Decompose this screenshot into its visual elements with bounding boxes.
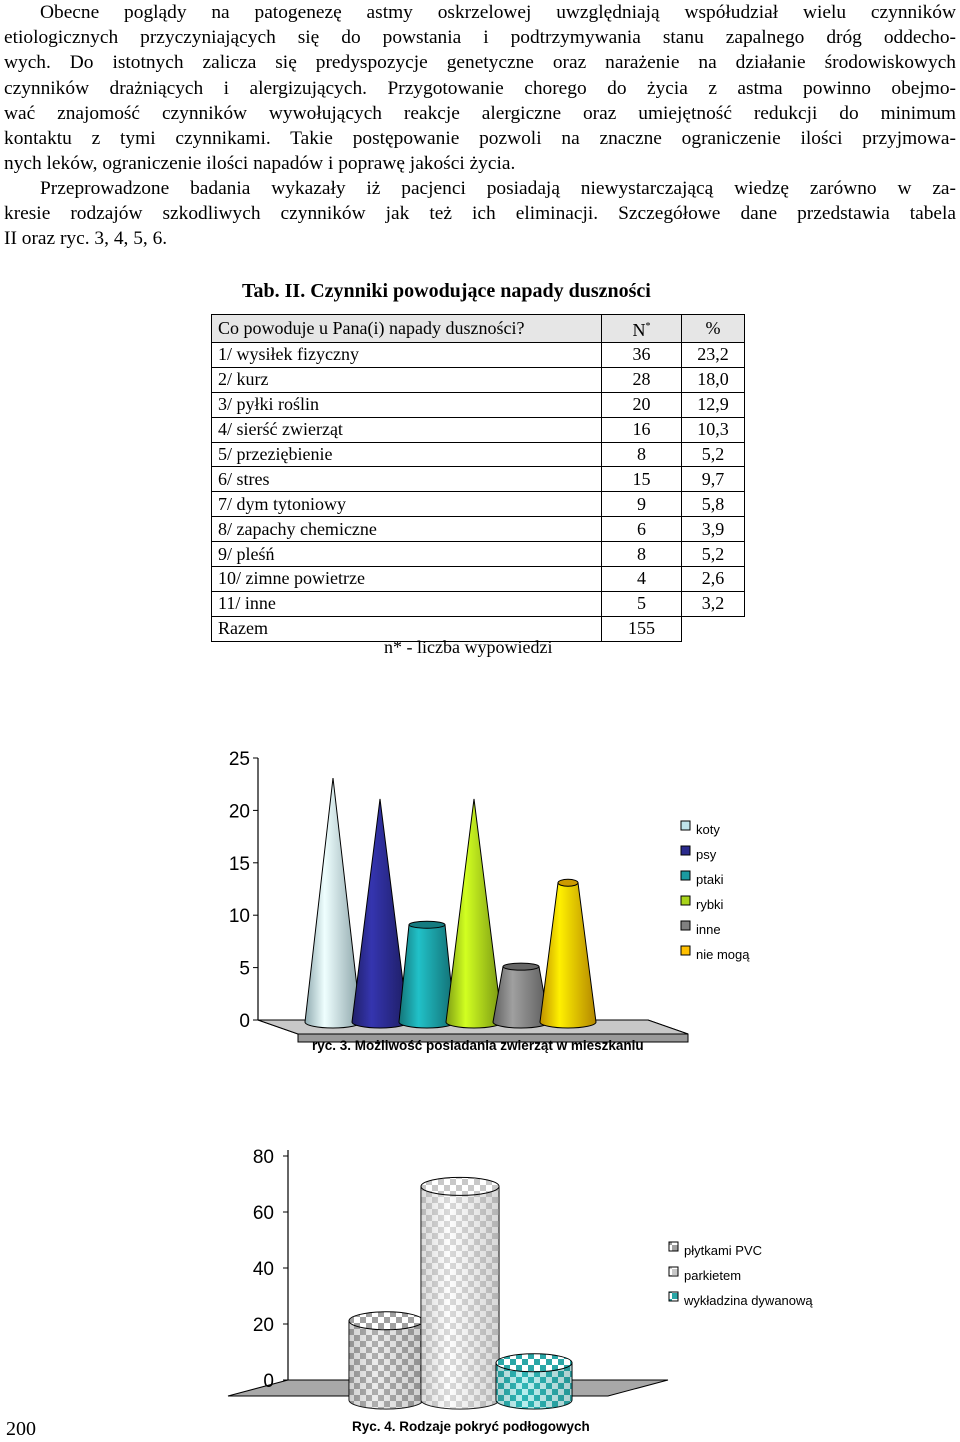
- results-paragraph: [4, 176, 956, 252]
- table-cell-label: 9/ pleśń: [212, 542, 602, 567]
- table-header-n-label: N: [632, 320, 646, 340]
- bar-psy: [352, 799, 408, 1028]
- table-row: [212, 492, 745, 517]
- table-cell-pct: 12,9: [682, 392, 745, 417]
- table-header-n-sup: *: [645, 321, 651, 332]
- table-cell-label: 2/ kurz: [212, 367, 602, 392]
- paragraph-line: kresie rodzajów szkodliwych czynników jak też ich eliminacji. Szczegółowe dane przedstawia tabela: [4, 203, 956, 225]
- table-cell-pct: 3,2: [682, 591, 745, 616]
- paragraph-line: wych. Do istotnych zalicza się predyspozycje genetyczne oraz narażenie na działanie środowiskowych: [4, 52, 956, 74]
- paragraph-line: II oraz ryc. 3, 4, 5, 6.: [4, 228, 168, 250]
- table-row: [212, 343, 745, 368]
- legend-swatch: [669, 1267, 678, 1276]
- table-cell-pct: [682, 616, 745, 641]
- table-cell-n: 155: [602, 616, 682, 641]
- y-tick-label: 5: [239, 958, 250, 980]
- chart-pets: [0, 740, 960, 1070]
- paragraph-line: wać znajomość czynników wywołujących reakcje alergiczne oraz umiejętność redukcji do minimum: [4, 102, 956, 124]
- table-cell-n: 8: [602, 542, 682, 567]
- table-row: [212, 417, 745, 442]
- table-cell-label: 6/ stres: [212, 467, 602, 492]
- table-header-row: [212, 315, 745, 343]
- table-row: [212, 367, 745, 392]
- paragraph-line: kontaktu z tymi czynnikami. Takie postępowanie pozwoli na znaczne ograniczenie ilości przyjmowa-: [4, 127, 956, 149]
- y-tick-label: 25: [228, 749, 250, 770]
- legend-swatch: [681, 946, 690, 955]
- bar-koty: [305, 778, 361, 1028]
- legend-label: nie mogą: [696, 947, 750, 962]
- legend-swatch: [669, 1242, 678, 1251]
- chart-title: ryc. 3. Możliwość posiadania zwierząt w mieszkaniu: [312, 1038, 644, 1053]
- legend-swatch: [681, 871, 690, 880]
- table-cell-pct: 10,3: [682, 417, 745, 442]
- table-cell-pct: 18,0: [682, 367, 745, 392]
- table-cell-pct: 5,8: [682, 492, 745, 517]
- legend-label: płytkami PVC: [684, 1243, 763, 1258]
- legend-label: inne: [696, 922, 721, 937]
- table-cell-n: 36: [602, 343, 682, 368]
- table-cell-n: 8: [602, 442, 682, 467]
- paragraph-line: Przeprowadzone badania wykazały iż pacjenci posiadają niewystarczającą wiedzę zarówno w za-: [40, 178, 956, 199]
- table-cell-n: 5: [602, 591, 682, 616]
- y-tick-label: 20: [228, 801, 250, 823]
- legend-label: ptaki: [696, 872, 724, 887]
- table-cell-pct: 5,2: [682, 442, 745, 467]
- y-tick-label: 0: [239, 1011, 250, 1032]
- table-header-pct: %: [682, 315, 745, 343]
- table-cell-n: 16: [602, 417, 682, 442]
- legend-label: parkietem: [684, 1268, 742, 1283]
- table-cell-n: 9: [602, 492, 682, 517]
- legend-label: psy: [696, 847, 717, 862]
- table-row: [212, 591, 745, 616]
- y-tick-label: 10: [228, 906, 250, 928]
- paragraph-line: nych leków, ograniczenie ilości napadów i poprawę jakości życia.: [4, 153, 516, 175]
- table-cell-pct: 3,9: [682, 517, 745, 542]
- y-tick-label: 60: [252, 1203, 274, 1224]
- bar-ptaki: [399, 921, 455, 1028]
- table-cell-pct: 9,7: [682, 467, 745, 492]
- table-cell-n: 6: [602, 517, 682, 542]
- table-row: [212, 392, 745, 417]
- table-cell-label: 11/ inne: [212, 591, 602, 616]
- intro-paragraph: [4, 0, 956, 176]
- bar-rybki: [446, 799, 502, 1028]
- y-tick-label: 0: [263, 1371, 274, 1392]
- table-cell-pct: 2,6: [682, 567, 745, 592]
- table-row: [212, 567, 745, 592]
- table-cell-n: 28: [602, 367, 682, 392]
- legend-swatch: [681, 821, 690, 830]
- y-tick-label: 20: [252, 1315, 274, 1336]
- table-row: [212, 442, 745, 467]
- chart-floors: [0, 1125, 960, 1440]
- table-cell-label: 3/ pyłki roślin: [212, 392, 602, 417]
- legend-swatch: [669, 1292, 678, 1301]
- table-header-question: Co powoduje u Pana(i) napady duszności?: [212, 315, 602, 343]
- table-cell-pct: 5,2: [682, 542, 745, 567]
- table-header-n: [602, 315, 682, 343]
- paragraph-line: czynników drażniących i alergizujących. Przygotowanie chorego do życia z astma powinno obejmo-: [4, 77, 956, 99]
- bar-nie-mogą: [540, 879, 596, 1028]
- table-cell-n: 15: [602, 467, 682, 492]
- page-number: 200: [6, 1418, 36, 1440]
- legend-label: wykładzina dywanową: [684, 1293, 813, 1308]
- bar-płytkami-PVC: [349, 1312, 423, 1409]
- allergen-table: [211, 314, 745, 642]
- table-cell-label: 4/ sierść zwierząt: [212, 417, 602, 442]
- y-tick-label: 15: [228, 853, 250, 875]
- table-cell-n: 4: [602, 567, 682, 592]
- table-footnote: n* - liczba wypowiedzi: [384, 637, 553, 657]
- legend-label: koty: [696, 822, 720, 837]
- table-cell-pct: 23,2: [682, 343, 745, 368]
- table-cell-label: 1/ wysiłek fizyczny: [212, 343, 602, 368]
- table-row: [212, 467, 745, 492]
- table-cell-label: 7/ dym tytoniowy: [212, 492, 602, 517]
- table-title: Tab. II. Czynniki powodujące napady duszności: [242, 280, 651, 302]
- y-tick-label: 80: [252, 1147, 274, 1168]
- paragraph-line: Obecne poglądy na patogenezę astmy oskrzelowej uwzględniają współudział wielu czynników: [40, 2, 956, 23]
- bar-parkietem: [421, 1177, 499, 1409]
- paragraph-line: etiologicznych przyczyniających się do powstania i podtrzymywania stanu zapalnego dróg oddecho-: [4, 27, 956, 49]
- table-cell-label: 5/ przeziębienie: [212, 442, 602, 467]
- table-cell-label: 10/ zimne powietrze: [212, 567, 602, 592]
- legend-swatch: [681, 846, 690, 855]
- legend-label: rybki: [696, 897, 724, 912]
- legend-swatch: [681, 921, 690, 930]
- bar-wykładzina-dywanową: [496, 1354, 572, 1409]
- legend-swatch: [681, 896, 690, 905]
- table-cell-label: Razem: [212, 616, 602, 641]
- table-row: [212, 542, 745, 567]
- table-cell-label: 8/ zapachy chemiczne: [212, 517, 602, 542]
- chart-title: Ryc. 4. Rodzaje pokryć podłogowych: [352, 1419, 590, 1434]
- table-row: [212, 517, 745, 542]
- table-cell-n: 20: [602, 392, 682, 417]
- y-tick-label: 40: [252, 1259, 274, 1280]
